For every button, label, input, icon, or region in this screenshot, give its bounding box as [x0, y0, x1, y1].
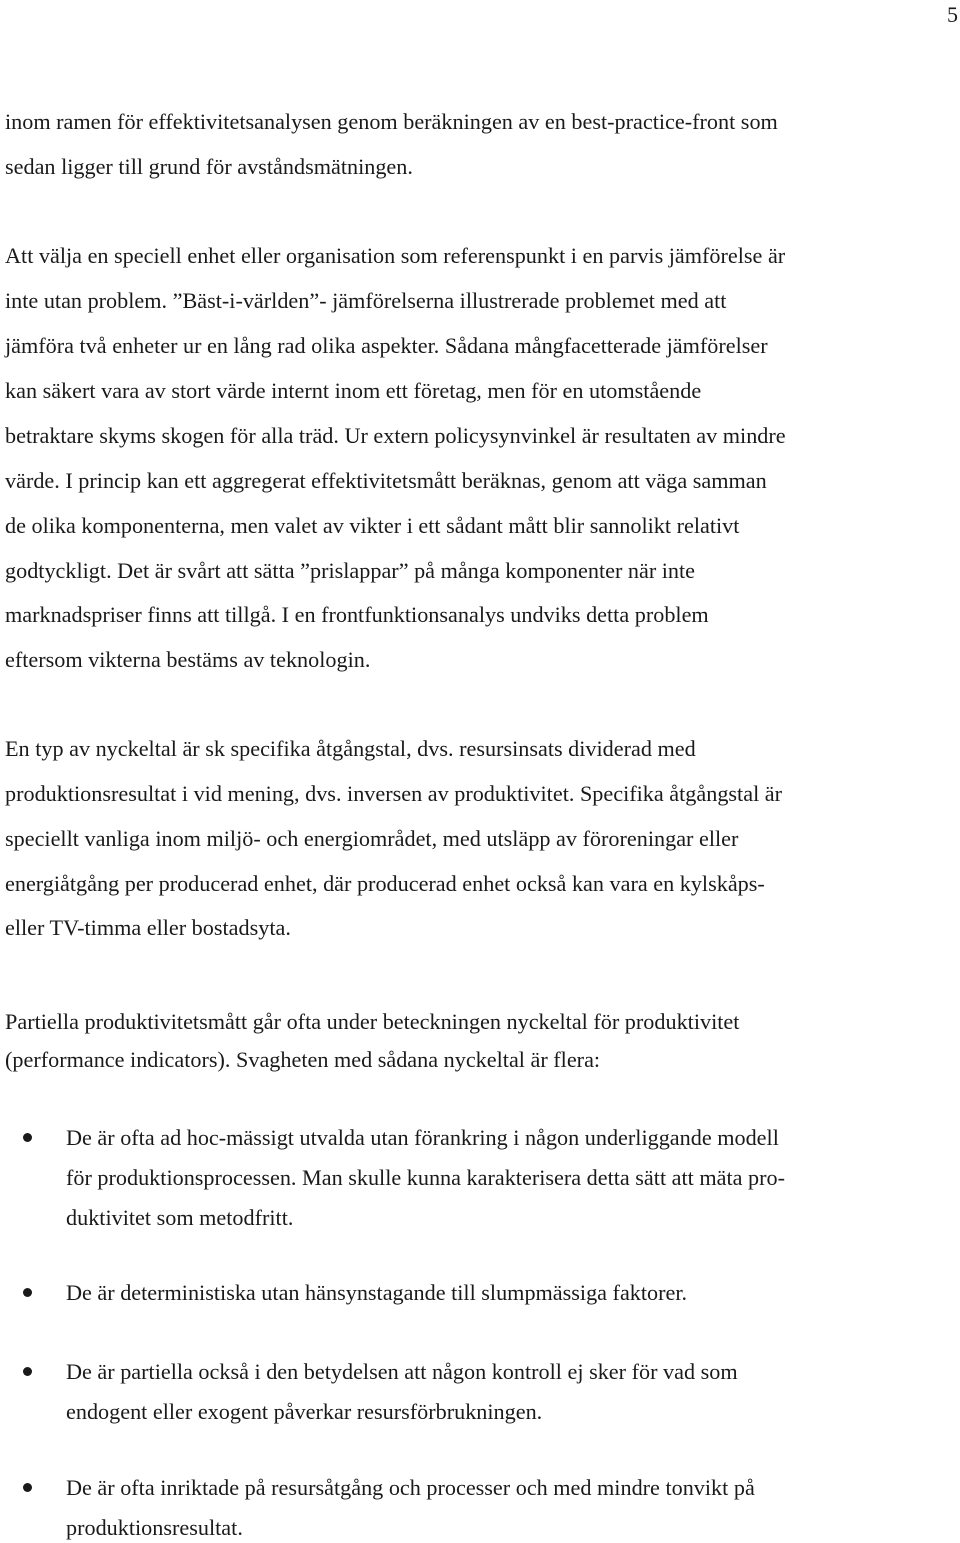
- bullet-dot: [23, 1288, 32, 1297]
- bullet-line: duktivitet som metodfritt.: [66, 1205, 294, 1230]
- page-number: 5: [947, 2, 958, 27]
- bullet-line: produktionsresultat.: [66, 1515, 243, 1540]
- text-line: kan säkert vara av stort värde internt inom ett företag, men för en utomstående: [5, 378, 702, 403]
- text-line: eftersom vikterna bestäms av teknologin.: [5, 647, 371, 672]
- bullet-line: De är ofta ad hoc-mässigt utvalda utan förankring i någon underliggande modell: [66, 1125, 779, 1150]
- text-line: värde. I princip kan ett aggregerat effektivitetsmått beräknas, genom att väga samman: [5, 468, 767, 493]
- text-line: de olika komponenterna, men valet av vikter i ett sådant mått blir sannolikt relativt: [5, 513, 740, 538]
- text-line: energiåtgång per producerad enhet, där producerad enhet också kan vara en kylskåps-: [5, 871, 765, 896]
- text-line: eller TV-timma eller bostadsyta.: [5, 915, 291, 940]
- text-line: sedan ligger till grund för avståndsmätningen.: [5, 154, 413, 179]
- text-line: marknadspriser finns att tillgå. I en frontfunktionsanalys undviks detta problem: [5, 602, 709, 627]
- text-line: inom ramen för effektivitetsanalysen genom beräkningen av en best-practice-front som: [5, 109, 778, 134]
- text-line: betraktare skyms skogen för alla träd. Ur extern policysynvinkel är resultaten av mindre: [5, 423, 786, 448]
- text-line: En typ av nyckeltal är sk specifika åtgångstal, dvs. resursinsats dividerad med: [5, 736, 696, 761]
- bullet-dot: [23, 1483, 32, 1492]
- text-line: Att välja en speciell enhet eller organisation som referenspunkt i en parvis jämförelse är: [5, 243, 786, 268]
- text-line: jämföra två enheter ur en lång rad olika aspekter. Sådana mångfacetterade jämförelser: [5, 333, 768, 358]
- text-line: (performance indicators). Svagheten med sådana nyckeltal är flera:: [5, 1047, 601, 1072]
- text-line: inte utan problem. ”Bäst-i-världen”- jämförelserna illustrerade problemet med att: [5, 288, 727, 313]
- bullet-line: De är partiella också i den betydelsen att någon kontroll ej sker för vad som: [66, 1359, 738, 1384]
- text-line: Partiella produktivitetsmått går ofta under beteckningen nyckeltal för produktivitet: [5, 1009, 740, 1034]
- bullet-line: De är deterministiska utan hänsynstagande till slumpmässiga faktorer.: [66, 1280, 688, 1305]
- bullet-line: endogent eller exogent påverkar resursförbrukningen.: [66, 1399, 543, 1424]
- text-line: produktionsresultat i vid mening, dvs. inversen av produktivitet. Specifika åtgångstal är: [5, 781, 783, 806]
- bullet-line: De är ofta inriktade på resursåtgång och processer och med mindre tonvikt på: [66, 1475, 755, 1500]
- bullet-dot: [23, 1367, 32, 1376]
- text-line: speciellt vanliga inom miljö- och energiområdet, med utsläpp av föroreningar eller: [5, 826, 739, 851]
- bullet-line: för produktionsprocessen. Man skulle kunna karakterisera detta sätt att mäta pro-: [66, 1165, 786, 1190]
- bullet-dot: [23, 1133, 32, 1142]
- text-line: godtyckligt. Det är svårt att sätta ”prislappar” på många komponenter när inte: [5, 558, 696, 583]
